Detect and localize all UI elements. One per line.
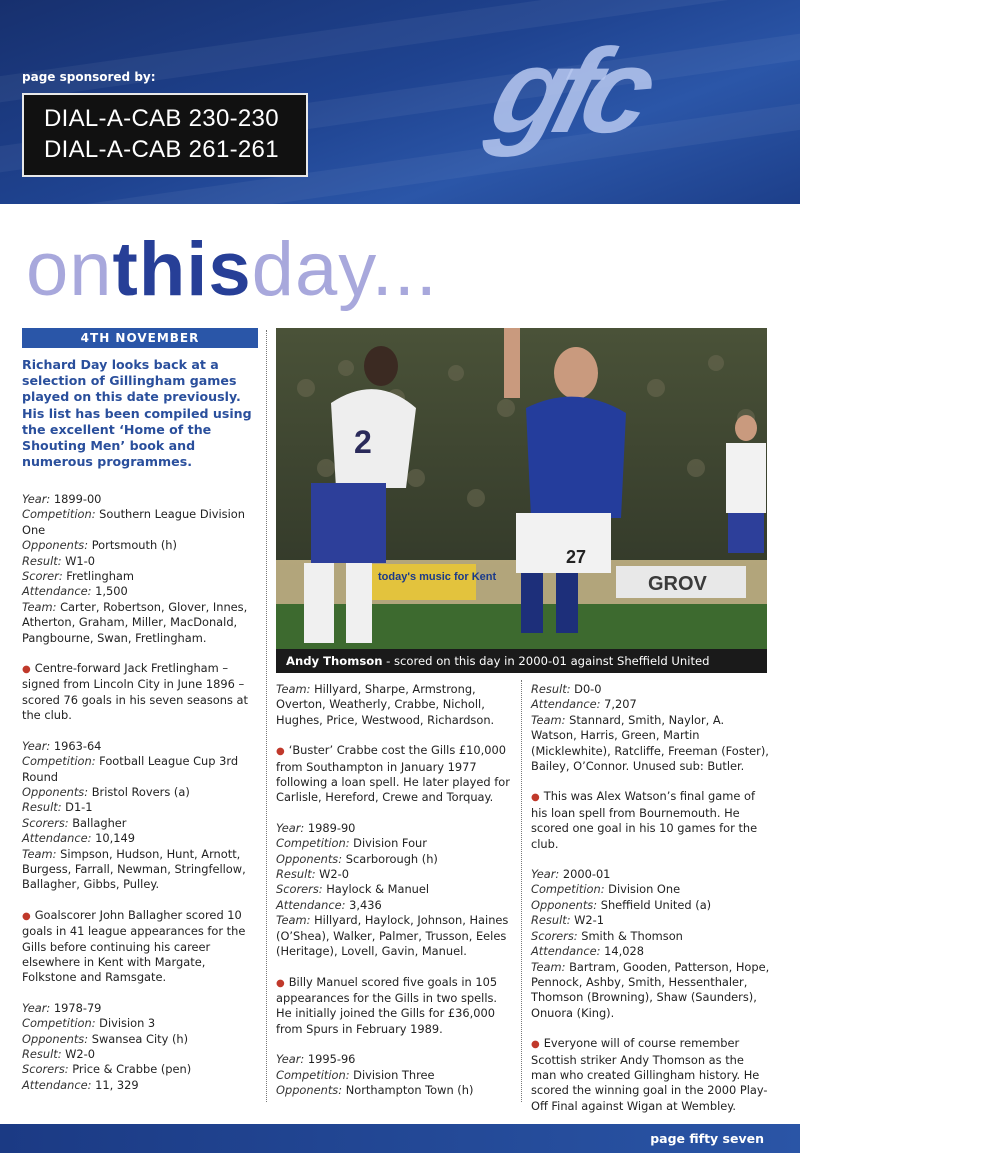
match-team (276, 682, 516, 728)
text-span (22, 893, 262, 908)
photo-illustration (276, 328, 767, 649)
text-span: W2-0 (315, 867, 350, 882)
text-span: 1995-96 (304, 1052, 356, 1067)
note-paragraph (22, 908, 262, 986)
bullet-icon: ● (22, 910, 31, 922)
note-paragraph (531, 1036, 771, 1114)
match-year (22, 739, 262, 754)
field-label: Attendance: (22, 831, 92, 846)
sponsor-box (22, 93, 308, 177)
text-span: 1989-90 (304, 820, 356, 835)
column-2 (276, 682, 516, 1098)
match-opponents (276, 1083, 516, 1098)
text-span: Carter, Robertson, Glover, Innes, Atherton, Graham, Miller, MacDonald, Pangbourne, Swan, Fretlingham. (22, 599, 248, 645)
match-result (22, 554, 262, 569)
match-team (276, 913, 516, 959)
match-competition (22, 1016, 262, 1031)
match-competition (22, 507, 262, 538)
field-label: Opponents: (22, 538, 89, 553)
text-span: Bristol Rovers (a) (88, 784, 190, 799)
title-day: day (251, 227, 372, 312)
field-label: Team: (531, 959, 566, 974)
match-scorers (22, 1062, 262, 1077)
text-span (531, 1021, 771, 1036)
text-span: Swansea City (h) (88, 1031, 189, 1046)
note-paragraph (22, 661, 262, 724)
shirt-number: 2 (354, 424, 372, 460)
text-span: Smith & Thomson (577, 928, 683, 943)
field-label: Year: (22, 1000, 51, 1015)
match-team (531, 960, 771, 1022)
field-label: Scorers: (22, 1062, 69, 1077)
field-label: Attendance: (22, 584, 92, 599)
text-span: Sheffield United (a) (597, 897, 712, 912)
field-label: Competition: (531, 882, 605, 897)
text-span (22, 646, 262, 661)
match-year (276, 821, 516, 836)
text-span: 3,436 (345, 897, 382, 912)
text-span (22, 986, 262, 1001)
match-year (22, 492, 262, 507)
match-competition (22, 754, 262, 785)
field-label: Opponents: (22, 784, 89, 799)
column-divider (521, 680, 522, 1102)
field-label: Year: (276, 1052, 305, 1067)
field-label: Team: (22, 846, 57, 861)
match-attendance (22, 584, 262, 599)
match-attendance (276, 898, 516, 913)
match-competition (276, 1068, 516, 1083)
match-competition (531, 882, 771, 897)
text-span: Fretlingham (62, 569, 135, 584)
field-label: Attendance: (531, 944, 601, 959)
field-label: Competition: (22, 1016, 96, 1031)
field-label: Competition: (276, 1067, 350, 1082)
text-span: D1-1 (61, 800, 93, 815)
text-span: Portsmouth (h) (88, 538, 177, 553)
match-scorers (531, 929, 771, 944)
club-logo (478, 22, 780, 180)
match-opponents (276, 852, 516, 867)
column-1 (22, 492, 262, 1093)
text-span (276, 960, 516, 975)
text-span: 10,149 (91, 831, 135, 846)
field-label: Team: (276, 913, 311, 928)
field-label: Competition: (22, 754, 96, 769)
bullet-icon: ● (276, 746, 285, 758)
field-label: Opponents: (276, 1082, 343, 1097)
text-span: 2000-01 (559, 867, 611, 882)
match-scorers (22, 569, 262, 584)
text-span: This was Alex Watson’s final game of his loan spell from Bournemouth. He scored one goal in his 10 games for the club. (531, 789, 758, 851)
page-footer (0, 1124, 800, 1153)
note-paragraph (531, 789, 771, 852)
text-span: Hillyard, Haylock, Johnson, Haines (O’Shea), Walker, Palmer, Trusson, Eeles (Heritage), Lovell, Gavin, Manuel. (276, 913, 509, 959)
field-label: Attendance: (276, 897, 346, 912)
bullet-icon: ● (22, 664, 31, 676)
text-span: W2-1 (570, 913, 605, 928)
field-label: Result: (22, 553, 62, 568)
field-label: Year: (22, 738, 51, 753)
column-3 (531, 682, 771, 1114)
sponsor-line: DIAL-A-CAB 261-261 (44, 136, 279, 163)
text-span: Stannard, Smith, Naylor, A. Watson, Harris, Green, Martin (Micklewhite), Ratcliffe, Freeman (Foster), Bailey, O’Connor. Unused sub: Butler. (531, 712, 769, 774)
field-label: Year: (531, 867, 560, 882)
text-span: W2-0 (61, 1047, 96, 1061)
text-span: Billy Manuel scored five goals in 105 appearances for the Gills in two spells. He initially joined the Gills for £36,000 from Spurs in February 1989. (276, 974, 498, 1036)
text-span: Northampton Town (h) (342, 1082, 474, 1097)
sponsor-line: DIAL-A-CAB 230-230 (44, 105, 279, 132)
text-span: Scarborough (h) (342, 851, 438, 866)
bullet-icon: ● (276, 977, 285, 989)
text-span (531, 852, 771, 867)
match-team (531, 713, 771, 775)
field-label: Result: (531, 913, 571, 928)
match-scorers (276, 882, 516, 897)
field-label: Scorer: (22, 569, 63, 584)
match-year (22, 1001, 262, 1016)
page-title (26, 225, 438, 315)
match-attendance (22, 831, 262, 846)
text-span (531, 774, 771, 789)
field-label: Result: (22, 800, 62, 815)
title-on: on (26, 227, 113, 312)
field-label: Result: (22, 1047, 62, 1061)
match-opponents (22, 538, 262, 553)
match-attendance (22, 1078, 262, 1093)
text-span: Division Four (349, 836, 427, 851)
text-span: D0-0 (570, 682, 602, 696)
note-paragraph (276, 975, 516, 1038)
text-span: Everyone will of course remember Scottish striker Andy Thomson as the man who created Gillingham history. He scored the winning goal in the 2000 Play-Off Final against Wigan at Wembley. (531, 1036, 768, 1113)
text-span: Haylock & Manuel (322, 882, 430, 897)
match-photo (276, 328, 767, 673)
text-span: Goalscorer John Ballagher scored 10 goals in 41 league appearances for the Gills before continuing his career elsewhere in Kent with Margate, Folkstone and Ramsgate. (22, 907, 246, 985)
text-span (276, 1037, 516, 1052)
match-year (531, 867, 771, 882)
field-label: Scorers: (276, 882, 323, 897)
match-attendance (531, 944, 771, 959)
match-result (531, 913, 771, 928)
field-label: Scorers: (531, 928, 578, 943)
logo-text: gfc (478, 22, 659, 158)
text-span: W1-0 (61, 553, 96, 568)
sponsor-label: page sponsored by: (22, 70, 156, 84)
match-opponents (531, 898, 771, 913)
column-divider (266, 330, 267, 1102)
field-label: Result: (531, 682, 571, 696)
page-header (0, 0, 800, 204)
field-label: Attendance: (22, 1077, 92, 1092)
text-span (276, 728, 516, 743)
text-span: Football League Cup 3rd Round (22, 754, 239, 784)
text-span: Division 3 (95, 1016, 156, 1031)
match-result (22, 800, 262, 815)
field-label: Team: (276, 682, 311, 696)
field-label: Opponents: (22, 1031, 89, 1046)
text-span: Bartram, Gooden, Patterson, Hope, Pennock, Ashby, Smith, Hessenthaler, Thomson (Browning), Shaw (Saunders), Onuora (King). (531, 959, 770, 1020)
match-competition (276, 836, 516, 851)
shirt-number: 27 (566, 547, 587, 567)
note-paragraph (276, 743, 516, 806)
date-heading: 4TH NOVEMBER (22, 328, 258, 348)
title-this: this (112, 227, 252, 312)
match-team (22, 847, 262, 893)
board-text: GROV (648, 573, 707, 595)
title-dots: ... (371, 227, 438, 312)
board-text: today's music for Kent (378, 571, 497, 583)
match-result (22, 1047, 262, 1062)
field-label: Result: (276, 867, 316, 882)
match-opponents (22, 1032, 262, 1047)
match-result (531, 682, 771, 697)
text-span: Simpson, Hudson, Hunt, Arnott, Burgess, Farrall, Newman, Stringfellow, Ballagher, Gibbs, Pulley. (22, 846, 246, 892)
field-label: Competition: (22, 507, 96, 522)
field-label: Opponents: (276, 851, 343, 866)
match-attendance (531, 697, 771, 712)
match-year (276, 1052, 516, 1067)
field-label: Team: (531, 712, 566, 727)
text-span: 11, 329 (91, 1077, 139, 1092)
text-span: Hillyard, Sharpe, Armstrong, Overton, Weatherly, Crabbe, Nicholl, Hughes, Price, Westwood, Richardson. (276, 682, 495, 727)
text-span: Ballagher (68, 815, 127, 830)
text-span: Division One (604, 882, 681, 897)
text-span: 1899-00 (50, 492, 102, 506)
text-span: 1,500 (91, 584, 128, 599)
bullet-icon: ● (531, 1039, 540, 1051)
text-span (276, 806, 516, 821)
bullet-icon: ● (531, 792, 540, 804)
field-label: Opponents: (531, 897, 598, 912)
text-span: ‘Buster’ Crabbe cost the Gills £10,000 from Southampton in January 1977 following a loan spell. He later played for Carlisle, Hereford, Crewe and Torquay. (276, 743, 510, 805)
field-label: Year: (276, 820, 305, 835)
match-opponents (22, 785, 262, 800)
text-span: Centre-forward Jack Fretlingham – signed from Lincoln City in June 1896 – scored 76 goals in his seven seasons at the club. (22, 661, 248, 723)
text-span: Price & Crabbe (pen) (68, 1062, 192, 1077)
text-span: 1963-64 (50, 738, 102, 753)
photo-caption: Andy Thomson - scored on this day in 2000-01 against Sheffield United (276, 649, 767, 673)
match-result (276, 867, 516, 882)
page-number: page fifty seven (650, 1131, 764, 1146)
match-team (22, 600, 262, 646)
intro-text: Richard Day looks back at a selection of Gillingham games played on this date previously. His list has been compiled using the excellent ‘Home of the Shouting Men’ book and numerous programmes. (22, 357, 252, 470)
text-span: 14,028 (600, 944, 644, 959)
field-label: Attendance: (531, 697, 601, 712)
field-label: Year: (22, 492, 51, 506)
text-span: 1978-79 (50, 1000, 102, 1015)
text-span (22, 724, 262, 739)
text-span: Southern League Division One (22, 507, 245, 537)
field-label: Scorers: (22, 815, 69, 830)
text-span: 7,207 (600, 697, 637, 712)
field-label: Team: (22, 599, 57, 614)
field-label: Competition: (276, 836, 350, 851)
text-span: Division Three (349, 1067, 435, 1082)
match-scorers (22, 816, 262, 831)
